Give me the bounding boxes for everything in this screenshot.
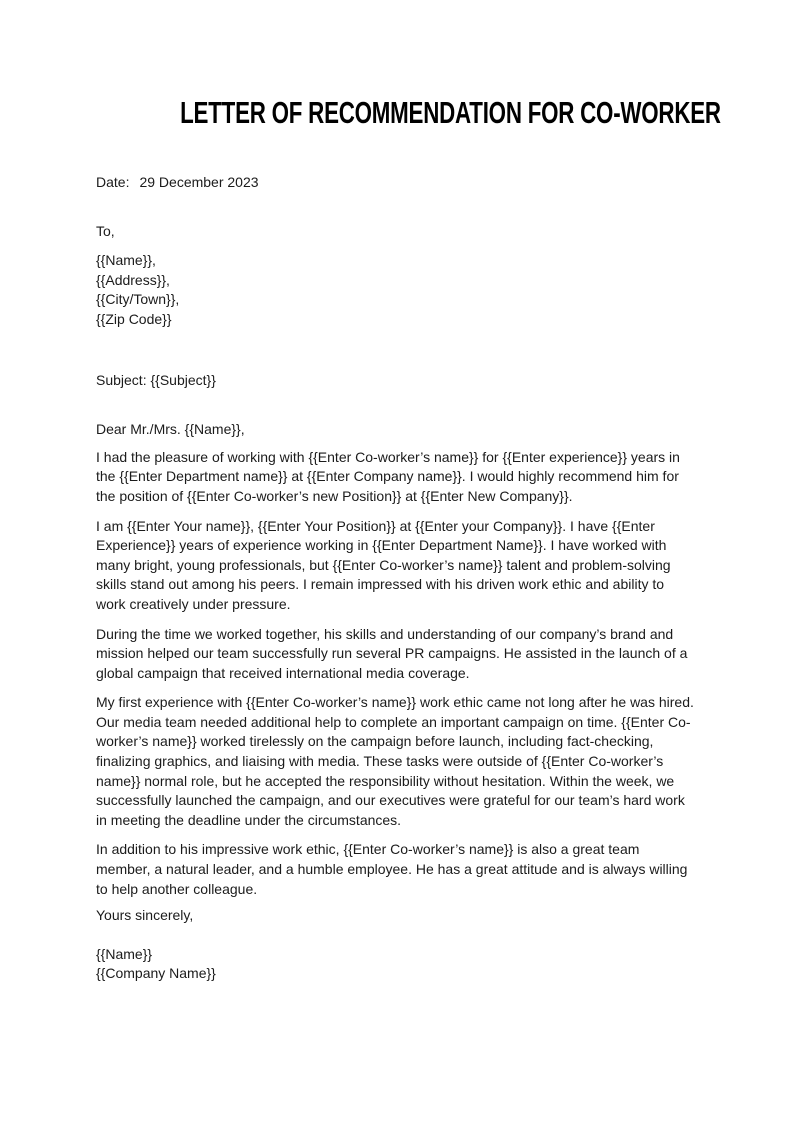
signature-block: [96, 945, 697, 984]
letter-title: LETTER OF RECOMMENDATION FOR CO-WORKER: [180, 95, 721, 130]
date-value: 29 December 2023: [139, 174, 259, 190]
recipient-city-line: {{City/Town}},: [96, 291, 180, 308]
paragraph-recommender-background: I am {{Enter Your name}}, {{Enter Your Position}} at {{Enter your Company}}. I have {{Enter Experience}} years of experience working in {{Enter Department Name}}. I have worked with many bright, young professionals, but {{Enter Co-worker’s name}} talent and problem-solving skills stand out among his peers. I remain impressed with his driven work ethic and ability to work creatively under pressure.: [96, 517, 671, 612]
paragraph-skills: During the time we worked together, his skills and understanding of our company’s brand and mission helped our team successfully run several PR campaigns. He assisted in the launch of a global campaign that received international media coverage.: [96, 625, 688, 681]
signature-company: {{Company Name}}: [96, 965, 216, 982]
paragraph-work-ethic-story: My first experience with {{Enter Co-worker’s name}} work ethic came not long after he was hired. Our media team needed additional help to complete an important campaign on time. {{Enter Co-worker’s name}} worked tirelessly on the campaign before launch, including fact-checking, finalizing graphics, and liaising with media. These tasks were outside of {{Enter Co-worker’s name}} normal role, but he accepted the responsibility without hesitation. Within the week, we successfully launched the campaign, and our executives were grateful for our team’s hard work in meeting the deadline under the circumstances.: [96, 694, 694, 828]
date-line: [96, 173, 697, 193]
recipient-name-line: {{Name}},: [96, 252, 156, 269]
letter-content: [96, 95, 721, 984]
paragraph-team-member: In addition to his impressive work ethic, {{Enter Co-worker’s name}} is also a great team member, a natural leader, and a humble employee. He has a great attitude and is always willing to help another colleague.: [96, 841, 688, 897]
signature-name: {{Name}}: [96, 945, 153, 962]
closing-line: Yours sincerely,: [96, 907, 194, 924]
date-label: Date:: [96, 174, 130, 190]
recipient-to-label: To,: [96, 222, 115, 239]
greeting-line: Dear Mr./Mrs. {{Name}},: [96, 421, 245, 438]
recipient-address-line: {{Address}},: [96, 271, 170, 288]
recipient-zip-line: {{Zip Code}}: [96, 310, 172, 327]
subject-line: Subject: {{Subject}}: [96, 371, 216, 388]
paragraph-introduction: I had the pleasure of working with {{Enter Co-worker’s name}} for {{Enter experience}} years in the {{Enter Department name}} at {{Enter Company name}}. I would highly recommend him for the position of {{Enter Co-worker’s new Position}} at {{Enter New Company}}.: [96, 448, 680, 504]
recipient-address-block: [96, 251, 697, 329]
